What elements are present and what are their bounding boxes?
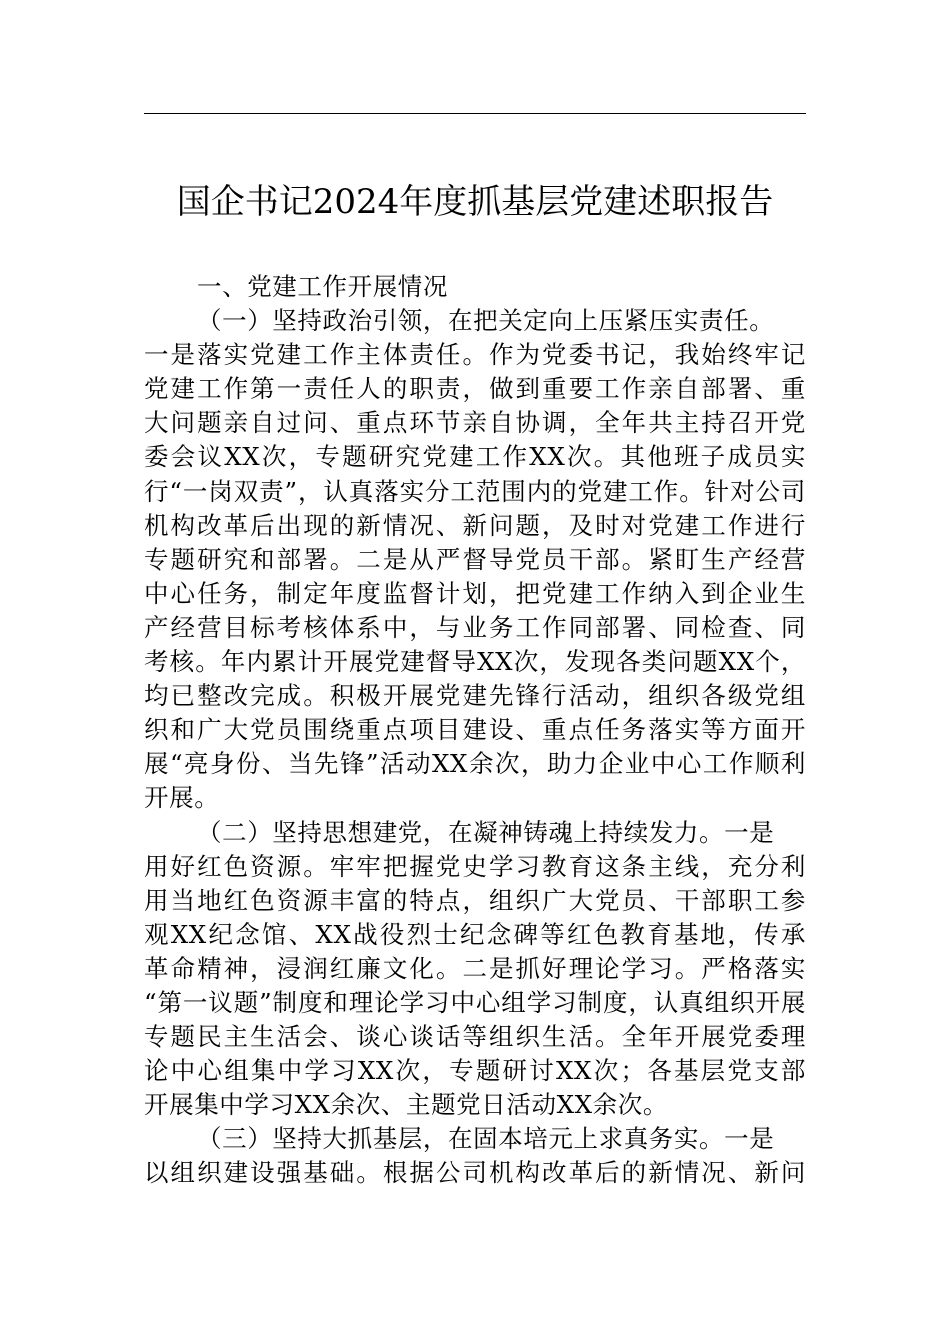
paragraph-line: 考核。年内累计开展党建督导XX次，发现各类问题XX个，	[144, 647, 806, 677]
paragraph-line: 用当地红色资源丰富的特点，组织广大党员、干部职工参	[144, 885, 806, 915]
paragraph-line: （一）坚持政治引领，在把关定向上压紧压实责任。	[197, 306, 775, 336]
paragraph-line: 行“一岗双责”，认真落实分工范围内的党建工作。针对公司	[144, 476, 806, 506]
document-title: 国企书记2024年度抓基层党建述职报告	[176, 182, 774, 222]
paragraph-line: 大问题亲自过问、重点环节亲自协调，全年共主持召开党	[144, 408, 806, 438]
header-rule	[144, 113, 806, 114]
paragraph-line: 开展集中学习XX余次、主题党日活动XX余次。	[144, 1090, 668, 1120]
section-heading: 一、党建工作开展情况	[197, 272, 448, 301]
paragraph-line: 专题民主生活会、谈心谈话等组织生活。全年开展党委理	[144, 1022, 806, 1052]
paragraph-line: 织和广大党员围绕重点项目建设、重点任务落实等方面开	[144, 715, 806, 745]
paragraph-line: 观XX纪念馆、XX战役烈士纪念碑等红色教育基地，传承	[144, 919, 806, 949]
paragraph-line: 专题研究和部署。二是从严督导党员干部。紧盯生产经营	[144, 544, 806, 574]
paragraph-line: 均已整改完成。积极开展党建先锋行活动，组织各级党组	[144, 681, 806, 711]
paragraph-line: 展“亮身份、当先锋”活动XX余次，助力企业中心工作顺利	[144, 749, 806, 779]
paragraph-line: 机构改革后出现的新情况、新问题，及时对党建工作进行	[144, 510, 806, 540]
paragraph-line: 以组织建设强基础。根据公司机构改革后的新情况、新问	[144, 1158, 806, 1188]
paragraph-line: 用好红色资源。牢牢把握党史学习教育这条主线，充分利	[144, 851, 806, 881]
document-body	[144, 270, 806, 1191]
paragraph-line: 革命精神，浸润红廉文化。二是抓好理论学习。严格落实	[144, 953, 806, 983]
paragraph-line: 党建工作第一责任人的职责，做到重要工作亲自部署、重	[144, 374, 806, 404]
paragraph-line: （二）坚持思想建党，在凝神铸魂上持续发力。一是	[197, 817, 775, 847]
paragraph-line: 委会议XX次，专题研究党建工作XX次。其他班子成员实	[144, 442, 806, 472]
paragraph-line: 开展。	[144, 783, 220, 813]
paragraph-line: 论中心组集中学习XX次，专题研讨XX次；各基层党支部	[144, 1056, 806, 1086]
paragraph-line: 产经营目标考核体系中，与业务工作同部署、同检查、同	[144, 612, 806, 642]
paragraph-line: 中心任务，制定年度监督计划，把党建工作纳入到企业生	[144, 578, 806, 608]
paragraph-line: 一是落实党建工作主体责任。作为党委书记，我始终牢记	[144, 340, 806, 370]
paragraph-line: “第一议题”制度和理论学习中心组学习制度，认真组织开展	[144, 987, 806, 1017]
paragraph-line: （三）坚持大抓基层，在固本培元上求真务实。一是	[197, 1124, 775, 1154]
